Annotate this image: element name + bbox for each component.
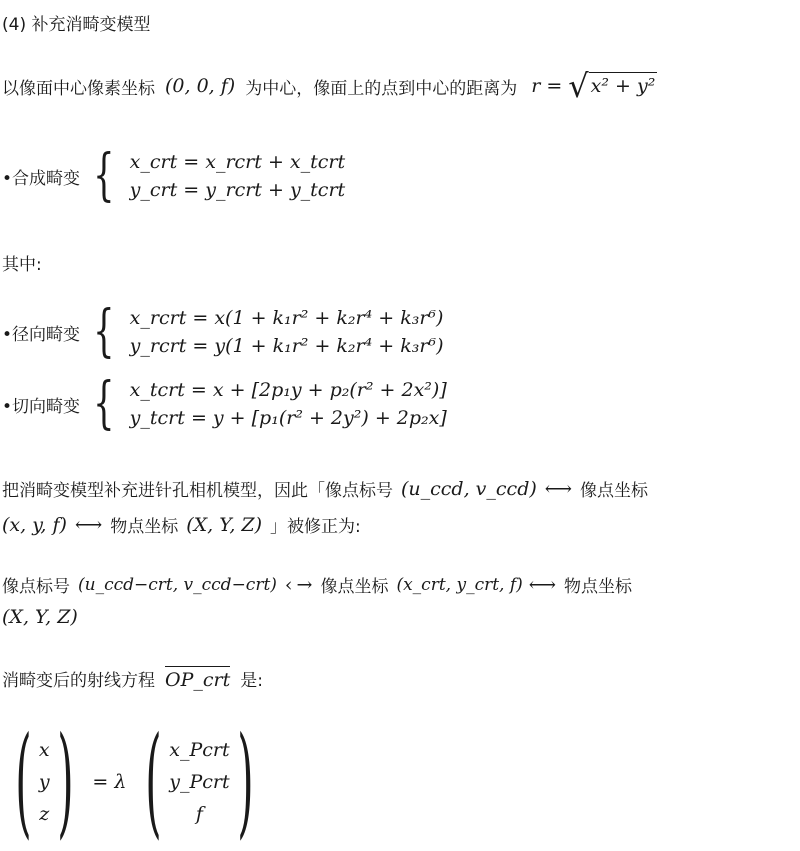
equals-lambda: = λ [92, 771, 127, 793]
corrected-line-1 [2, 572, 632, 597]
tangential-distortion [2, 371, 447, 436]
radial-x-eq: x_rcrt = x(1 + k₁r² + k₂r⁴ + k₃r⁶) [129, 307, 444, 329]
xyf-crt: (x_crt, y_crt, f) [396, 574, 523, 595]
XYZ: (X, Y, Z) [2, 606, 78, 628]
left-brace: { [93, 299, 115, 364]
vector-op-crt: OP_crt [165, 666, 230, 691]
ray-line [2, 666, 263, 691]
xyf: (x, y, f) [2, 513, 67, 536]
corrected-text-3: 物点坐标 [564, 577, 633, 597]
double-arrow: ⟷ [74, 513, 103, 536]
radicand: x² + y² [589, 72, 658, 100]
radial-label: •径向畸变 [2, 324, 81, 345]
combined-x-eq: x_crt = x_rcrt + x_tcrt [129, 151, 346, 173]
double-arrow: ⟷ [544, 477, 573, 500]
ray-text: 消畸变后的射线方程 [2, 671, 155, 691]
arrow-right: → [296, 573, 313, 596]
lhs-y: y [38, 771, 50, 793]
left-brace: { [93, 371, 115, 436]
corrected-text-1: 像点标号 [2, 577, 70, 597]
sqrt-expression: √ x² + y² [568, 67, 656, 105]
where-label: 其中: [2, 255, 42, 275]
lhs-x: x [38, 739, 50, 761]
combined-distortion [2, 143, 346, 208]
right-paren: ) [236, 712, 254, 851]
left-paren: ( [15, 712, 32, 851]
left-brace: { [93, 143, 115, 208]
lhs-z: z [39, 803, 50, 825]
rhs-y-pcrt: y_Pcrt [169, 771, 230, 793]
intro-text-2: 为中心，像面上的点到中心的距离为 [245, 78, 518, 99]
tangential-label: •切向畸变 [2, 396, 81, 417]
model-line-2 [2, 512, 361, 537]
model-line-1 [2, 476, 648, 501]
uv-ccd-crt: (u_ccd−crt, v_ccd−crt) [78, 574, 277, 595]
combined-y-eq: y_crt = y_rcrt + y_tcrt [129, 179, 346, 201]
r-equals: r = [531, 75, 563, 97]
double-arrow: ⟷ [528, 573, 557, 596]
tangential-y-eq: y_tcrt = y + [p₁(r² + 2y²) + 2p₂x] [129, 407, 447, 429]
ray-equation [0, 712, 268, 851]
radial-distortion [2, 299, 444, 364]
rhs-x-pcrt: x_Pcrt [169, 739, 230, 761]
section-heading: (4) 补充消畸变模型 [2, 15, 151, 35]
corrected-line-2 [2, 606, 78, 628]
left-paren: ( [145, 712, 163, 851]
model-text-4: 」被修正为: [270, 517, 361, 537]
radial-y-eq: y_rcrt = y(1 + k₁r² + k₂r⁴ + k₃r⁶) [129, 335, 444, 357]
tangential-x-eq: x_tcrt = x + [2p₁y + p₂(r² + 2x²)] [129, 379, 447, 401]
intro-text-1: 以像面中心像素坐标 [2, 78, 155, 99]
model-text-3: 物点坐标 [110, 517, 179, 537]
arrow-left: ‹ [284, 573, 293, 596]
right-paren: ) [56, 712, 74, 851]
corrected-text-2: 像点坐标 [320, 577, 389, 597]
ray-text-2: 是: [240, 671, 263, 691]
rhs-f: f [195, 803, 203, 825]
combined-label: •合成畸变 [2, 168, 81, 189]
intro-line [2, 67, 657, 105]
model-text-2: 像点坐标 [580, 481, 649, 501]
center-coord: (0, 0, f) [165, 75, 236, 97]
model-text-1: 把消畸变模型补充进针孔相机模型，因此「像点标号 [2, 481, 393, 501]
uv-ccd: (u_ccd, v_ccd) [401, 477, 537, 500]
XYZ: (X, Y, Z) [186, 513, 263, 536]
